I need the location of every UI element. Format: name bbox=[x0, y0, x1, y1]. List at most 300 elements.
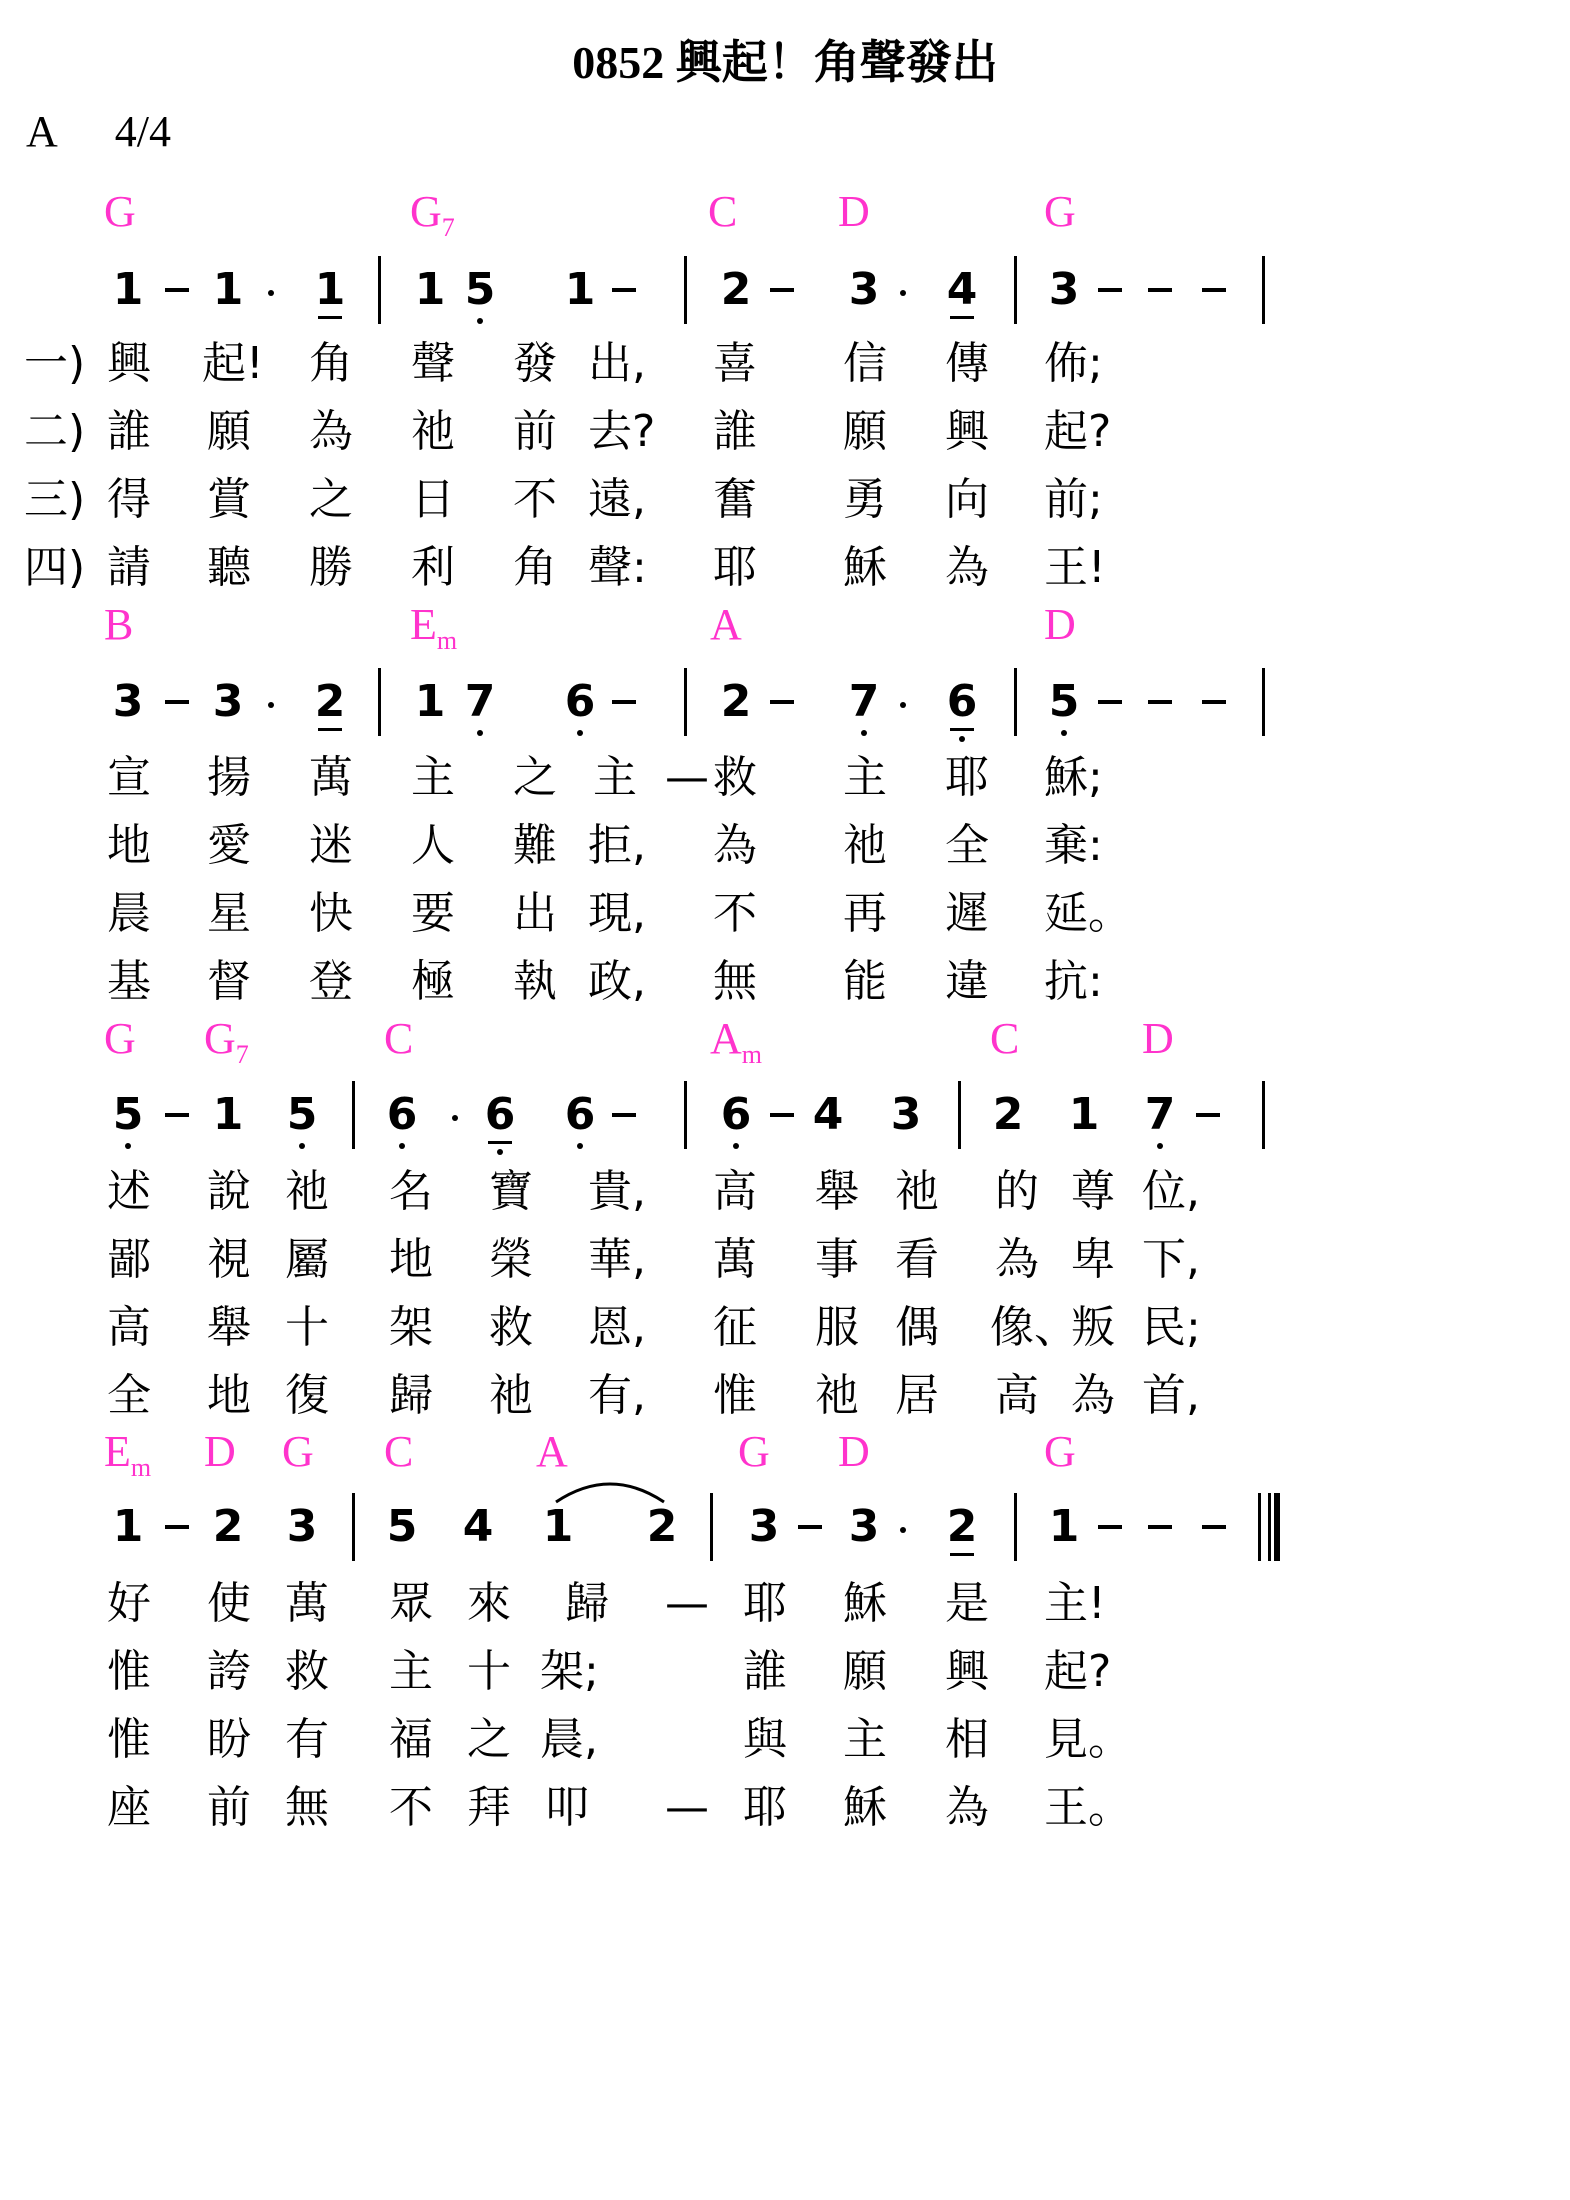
sustain-dash bbox=[1202, 700, 1226, 704]
chord-symbol bbox=[104, 600, 134, 649]
lyric-char: 穌 bbox=[843, 1578, 887, 1629]
lyric-char: 耶 bbox=[743, 1782, 787, 1833]
note-digit: 6 bbox=[484, 1089, 516, 1140]
lyric-char: 發 bbox=[513, 338, 557, 389]
chord-root: C bbox=[384, 1014, 414, 1063]
lyric-char: 相 bbox=[945, 1714, 989, 1765]
chord-root: A bbox=[710, 1014, 742, 1063]
key-time-signature bbox=[26, 106, 217, 157]
sustain-dash bbox=[165, 1525, 189, 1529]
note-digit: 1 bbox=[212, 1089, 244, 1140]
chord-symbol bbox=[536, 1427, 568, 1476]
lyric-char: 迷 bbox=[309, 820, 353, 871]
lyric-char: 興 bbox=[107, 338, 151, 389]
chord-root: C bbox=[384, 1427, 414, 1476]
lyric-char: 全 bbox=[107, 1370, 151, 1421]
lyric-char: 誰 bbox=[107, 406, 151, 457]
lyric-char: 穌 bbox=[843, 542, 887, 593]
chord-symbol bbox=[710, 1014, 763, 1069]
note-digit: 1 bbox=[414, 264, 446, 315]
lyric-char: 難 bbox=[513, 820, 557, 871]
time-signature: 4/4 bbox=[114, 107, 172, 156]
note-digit: 1 bbox=[314, 264, 346, 315]
chord-suffix: m bbox=[130, 1453, 152, 1482]
chord-root: A bbox=[536, 1427, 568, 1476]
lyric-char: 信 bbox=[843, 338, 887, 389]
lyric-char: 寶 bbox=[489, 1166, 533, 1217]
lyric-char: 恩, bbox=[588, 1302, 646, 1353]
tie-arc bbox=[550, 1474, 670, 1504]
lyric-char: 華, bbox=[588, 1234, 646, 1285]
lyric-char: 延。 bbox=[1044, 888, 1132, 939]
chord-symbol bbox=[410, 600, 458, 655]
lyric-char: 有, bbox=[588, 1370, 646, 1421]
note-digit: 4 bbox=[812, 1089, 844, 1140]
note-digit: 7 bbox=[1144, 1089, 1176, 1140]
chord-root: G bbox=[282, 1427, 314, 1476]
chord-root: G bbox=[738, 1427, 770, 1476]
lyric-char: 地 bbox=[389, 1234, 433, 1285]
low-octave-dot bbox=[959, 736, 965, 742]
verse-number: 三) bbox=[24, 474, 86, 525]
chord-symbol bbox=[708, 187, 738, 236]
lyric-char: 興 bbox=[945, 1646, 989, 1697]
lyric-char: 偶 bbox=[895, 1302, 939, 1353]
chord-symbol bbox=[1044, 187, 1076, 236]
note-digit: 7 bbox=[848, 676, 880, 727]
lyric-char: 抗: bbox=[1044, 956, 1103, 1007]
low-octave-dot bbox=[125, 1143, 131, 1149]
lyric-char: 歸 bbox=[389, 1370, 433, 1421]
bar-line bbox=[684, 1081, 687, 1149]
sustain-dash bbox=[165, 700, 189, 704]
note-digit: 2 bbox=[720, 264, 752, 315]
sustain-dash bbox=[1202, 288, 1226, 292]
sustain-dash bbox=[612, 1113, 636, 1117]
lyric-char: 起? bbox=[1044, 1646, 1112, 1697]
chord-symbol bbox=[104, 1427, 152, 1482]
note-digit: 6 bbox=[564, 676, 596, 727]
lyric-char: 惟 bbox=[107, 1646, 151, 1697]
lyric-char: 前 bbox=[207, 1782, 251, 1833]
lyric-char: 為 bbox=[945, 542, 989, 593]
lyric-char: 耶 bbox=[945, 752, 989, 803]
lyric-char: 救 bbox=[285, 1646, 329, 1697]
eighth-underline bbox=[318, 728, 342, 731]
lyric-char: 王! bbox=[1044, 542, 1106, 593]
chord-symbol bbox=[410, 187, 455, 242]
low-octave-dot bbox=[577, 1143, 583, 1149]
lyric-char: 聲 bbox=[411, 338, 455, 389]
lyric-char: 晨 bbox=[107, 888, 151, 939]
lyric-char: 前; bbox=[1044, 474, 1103, 525]
lyric-char: 居 bbox=[895, 1370, 939, 1421]
lyric-char: 遠, bbox=[588, 474, 646, 525]
chord-root: G bbox=[104, 187, 136, 236]
lyric-char: 違 bbox=[945, 956, 989, 1007]
lyric-char: 起! bbox=[202, 338, 264, 389]
lyric-char: 賞 bbox=[207, 474, 251, 525]
lyric-char: 說 bbox=[207, 1166, 251, 1217]
lyric-char: 述 bbox=[107, 1166, 151, 1217]
bar-line bbox=[958, 1081, 961, 1149]
lyric-char: 鄙 bbox=[107, 1234, 151, 1285]
note-digit: 2 bbox=[720, 676, 752, 727]
lyric-char: 現, bbox=[588, 888, 646, 939]
chord-symbol bbox=[1142, 1014, 1174, 1063]
chord-root: G bbox=[104, 1014, 136, 1063]
chord-symbol bbox=[838, 1427, 870, 1476]
lyric-char: 星 bbox=[207, 888, 251, 939]
lyric-char: 出, bbox=[588, 338, 646, 389]
lyric-char: 誰 bbox=[743, 1646, 787, 1697]
lyric-char: 主! bbox=[1044, 1578, 1106, 1629]
lyric-char: 屬 bbox=[285, 1234, 329, 1285]
chord-root: D bbox=[838, 1427, 870, 1476]
lyric-char: 見。 bbox=[1044, 1714, 1132, 1765]
lyric-char: 喜 bbox=[713, 338, 757, 389]
chord-symbol bbox=[104, 1014, 136, 1063]
sustain-dash bbox=[770, 700, 794, 704]
sustain-dash bbox=[165, 1113, 189, 1117]
chord-root: A bbox=[710, 600, 742, 649]
lyric-char: 祂 bbox=[489, 1370, 533, 1421]
lyric-char: 為 bbox=[713, 820, 757, 871]
note-digit: 6 bbox=[564, 1089, 596, 1140]
lyric-char: 主 bbox=[411, 752, 455, 803]
lyric-char: 願 bbox=[207, 406, 251, 457]
lyric-char: 主 bbox=[593, 752, 637, 803]
lyric-char: 奮 bbox=[713, 474, 757, 525]
chord-symbol bbox=[1044, 1427, 1076, 1476]
chord-suffix: 7 bbox=[441, 213, 455, 242]
lyric-char: 之 bbox=[309, 474, 353, 525]
chord-root: C bbox=[708, 187, 738, 236]
sustain-dash bbox=[612, 288, 636, 292]
chord-symbol bbox=[1044, 600, 1076, 649]
lyric-char: 佈; bbox=[1044, 338, 1103, 389]
lyric-char: 下, bbox=[1142, 1234, 1200, 1285]
lyric-char: 復 bbox=[285, 1370, 329, 1421]
lyric-char: 基 bbox=[107, 956, 151, 1007]
bar-line bbox=[684, 668, 687, 736]
lyric-char: 為 bbox=[995, 1234, 1039, 1285]
chord-suffix: m bbox=[741, 1040, 763, 1069]
lyric-char: 十 bbox=[467, 1646, 511, 1697]
lyric-char: 之 bbox=[513, 752, 557, 803]
bar-line bbox=[1014, 668, 1017, 736]
lyric-char: 名 bbox=[389, 1166, 433, 1217]
lyric-char: 去? bbox=[588, 406, 656, 457]
chord-root: G bbox=[410, 187, 442, 236]
sustain-dash bbox=[165, 288, 189, 292]
lyric-char: 不 bbox=[713, 888, 757, 939]
lyric-char: 耶 bbox=[743, 1578, 787, 1629]
lyric-char: 征 bbox=[713, 1302, 757, 1353]
lyric-char: 不 bbox=[389, 1782, 433, 1833]
bar-line bbox=[1014, 1493, 1017, 1561]
sustain-dash bbox=[1148, 288, 1172, 292]
lyric-char: 不 bbox=[513, 474, 557, 525]
final-bar-line bbox=[1274, 1493, 1280, 1561]
bar-line bbox=[1268, 1493, 1271, 1561]
lyric-char: 向 bbox=[945, 474, 989, 525]
lyric-char: 視 bbox=[207, 1234, 251, 1285]
lyric-char: 請 bbox=[107, 542, 151, 593]
note-digit: 5 bbox=[286, 1089, 318, 1140]
lyric-char: 角 bbox=[309, 338, 353, 389]
lyric-char: 起? bbox=[1044, 406, 1112, 457]
lyric-char: 地 bbox=[207, 1370, 251, 1421]
lyric-char: 歸 bbox=[565, 1578, 609, 1629]
chord-root: D bbox=[1142, 1014, 1174, 1063]
chord-root: D bbox=[838, 187, 870, 236]
lyric-char: 首, bbox=[1142, 1370, 1200, 1421]
verse-number: 二) bbox=[24, 406, 86, 457]
note-digit: 2 bbox=[946, 1501, 978, 1552]
chord-symbol bbox=[384, 1014, 414, 1063]
note-digit: 1 bbox=[564, 264, 596, 315]
note-digit: 5 bbox=[386, 1501, 418, 1552]
lyric-char: 極 bbox=[411, 956, 455, 1007]
lyric-char: 遲 bbox=[945, 888, 989, 939]
note-digit: 5 bbox=[464, 264, 496, 315]
note-digit: 1 bbox=[542, 1501, 574, 1552]
bar-line bbox=[352, 1081, 355, 1149]
bar-line bbox=[1262, 668, 1265, 736]
dotted-rhythm bbox=[268, 290, 274, 296]
lyric-char: 舉 bbox=[207, 1302, 251, 1353]
sustain-dash bbox=[770, 288, 794, 292]
sustain-dash bbox=[1098, 1525, 1122, 1529]
lyric-char: 叛 bbox=[1071, 1302, 1115, 1353]
lyric-char: 執 bbox=[513, 956, 557, 1007]
lyric-char: 救 bbox=[489, 1302, 533, 1353]
lyric-char: 卑 bbox=[1071, 1234, 1115, 1285]
lyric-char: 拒, bbox=[588, 820, 646, 871]
bar-line bbox=[378, 256, 381, 324]
lyric-char: 有 bbox=[285, 1714, 329, 1765]
low-octave-dot bbox=[733, 1143, 739, 1149]
sustain-dash bbox=[1196, 1113, 1220, 1117]
lyric-char: 萬 bbox=[285, 1578, 329, 1629]
lyric-char: 出 bbox=[513, 888, 557, 939]
dotted-rhythm bbox=[900, 702, 906, 708]
lyric-char: 救 bbox=[713, 752, 757, 803]
lyric-char: 榮 bbox=[489, 1234, 533, 1285]
lyric-char: 萬 bbox=[713, 1234, 757, 1285]
lyric-char: 晨, bbox=[540, 1714, 598, 1765]
lyric-char: 位, bbox=[1142, 1166, 1200, 1217]
lyric-char: 王。 bbox=[1044, 1782, 1132, 1833]
lyric-char: 高 bbox=[995, 1370, 1039, 1421]
chord-root: G bbox=[1044, 1427, 1076, 1476]
note-digit: 1 bbox=[1068, 1089, 1100, 1140]
bar-line bbox=[1014, 256, 1017, 324]
lyric-char: 主 bbox=[843, 1714, 887, 1765]
note-digit: 2 bbox=[314, 676, 346, 727]
lyric-char: 祂 bbox=[895, 1166, 939, 1217]
lyric-char: 看 bbox=[895, 1234, 939, 1285]
chord-symbol bbox=[384, 1427, 414, 1476]
low-octave-dot bbox=[497, 1149, 503, 1155]
chord-symbol bbox=[204, 1427, 236, 1476]
lyric-char: 貴, bbox=[588, 1166, 646, 1217]
lyric-char: 惟 bbox=[107, 1714, 151, 1765]
bar-line bbox=[1258, 1493, 1261, 1561]
note-digit: 1 bbox=[1048, 1501, 1080, 1552]
lyric-char: 聽 bbox=[207, 542, 251, 593]
lyric-char: 民; bbox=[1142, 1302, 1201, 1353]
lyric-char: 棄: bbox=[1044, 820, 1103, 871]
note-digit: 3 bbox=[848, 264, 880, 315]
chord-symbol bbox=[738, 1427, 770, 1476]
lyric-char: 服 bbox=[815, 1302, 859, 1353]
lyric-char: 日 bbox=[411, 474, 455, 525]
chord-root: G bbox=[1044, 187, 1076, 236]
note-digit: 6 bbox=[720, 1089, 752, 1140]
lyric-char: 誇 bbox=[207, 1646, 251, 1697]
chord-root: D bbox=[1044, 600, 1076, 649]
note-digit: 6 bbox=[386, 1089, 418, 1140]
lyric-char: 之 bbox=[467, 1714, 511, 1765]
low-octave-dot bbox=[861, 730, 867, 736]
lyric-char: 興 bbox=[945, 406, 989, 457]
dotted-rhythm bbox=[452, 1115, 458, 1121]
lyric-char: 座 bbox=[107, 1782, 151, 1833]
lyric-char: — bbox=[665, 1578, 709, 1629]
chord-root: E bbox=[410, 600, 437, 649]
chord-symbol bbox=[838, 187, 870, 236]
note-digit: 3 bbox=[748, 1501, 780, 1552]
lyric-char: 地 bbox=[107, 820, 151, 871]
lyric-char: 要 bbox=[411, 888, 455, 939]
chord-symbol bbox=[104, 187, 136, 236]
lyric-char: 的 bbox=[995, 1166, 1039, 1217]
lyric-char: 萬 bbox=[309, 752, 353, 803]
bar-line bbox=[710, 1493, 713, 1561]
eighth-underline bbox=[950, 728, 974, 731]
lyric-char: 督 bbox=[207, 956, 251, 1007]
lyric-char: 來 bbox=[467, 1578, 511, 1629]
lyric-char: 耶 bbox=[713, 542, 757, 593]
lyric-char: 舉 bbox=[815, 1166, 859, 1217]
bar-line bbox=[1262, 256, 1265, 324]
lyric-char: 祂 bbox=[843, 820, 887, 871]
lyric-char: 為 bbox=[1071, 1370, 1115, 1421]
lyric-char: 無 bbox=[713, 956, 757, 1007]
lyric-char: 勇 bbox=[843, 474, 887, 525]
note-digit: 1 bbox=[112, 264, 144, 315]
lyric-char: 使 bbox=[207, 1578, 251, 1629]
lyric-char: 盼 bbox=[207, 1714, 251, 1765]
note-digit: 3 bbox=[212, 676, 244, 727]
note-digit: 3 bbox=[848, 1501, 880, 1552]
lyric-char: 架 bbox=[389, 1302, 433, 1353]
chord-symbol bbox=[990, 1014, 1020, 1063]
lyric-char: 祂 bbox=[815, 1370, 859, 1421]
note-digit: 1 bbox=[414, 676, 446, 727]
note-digit: 3 bbox=[890, 1089, 922, 1140]
note-digit: 2 bbox=[646, 1501, 678, 1552]
eighth-underline bbox=[318, 316, 342, 319]
lyric-char: 全 bbox=[945, 820, 989, 871]
lyric-char: 勝 bbox=[309, 542, 353, 593]
lyric-char: 傳 bbox=[945, 338, 989, 389]
lyric-char: 愛 bbox=[207, 820, 251, 871]
lyric-char: 主 bbox=[843, 752, 887, 803]
lyric-char: 登 bbox=[309, 956, 353, 1007]
dotted-rhythm bbox=[900, 290, 906, 296]
key-signature: A bbox=[26, 107, 58, 156]
chord-root: B bbox=[104, 600, 134, 649]
lyric-char: — bbox=[665, 752, 709, 803]
lyric-char: 能 bbox=[843, 956, 887, 1007]
lyric-char: 十 bbox=[285, 1302, 329, 1353]
lyric-char: 高 bbox=[107, 1302, 151, 1353]
note-digit: 3 bbox=[286, 1501, 318, 1552]
lyric-char: 政, bbox=[588, 956, 646, 1007]
lyric-char: 無 bbox=[285, 1782, 329, 1833]
eighth-underline bbox=[950, 1553, 974, 1556]
bar-line bbox=[378, 668, 381, 736]
lyric-char: 祂 bbox=[411, 406, 455, 457]
sustain-dash bbox=[770, 1113, 794, 1117]
lyric-char: 眾 bbox=[389, 1578, 433, 1629]
note-digit: 2 bbox=[212, 1501, 244, 1552]
chord-symbol bbox=[204, 1014, 249, 1069]
note-digit: 2 bbox=[992, 1089, 1024, 1140]
note-digit: 7 bbox=[464, 676, 496, 727]
lyric-char: 與 bbox=[743, 1714, 787, 1765]
lyric-char: 快 bbox=[309, 888, 353, 939]
hymn-title: 0852 興起！角聲發出 bbox=[572, 37, 998, 88]
bar-line bbox=[1262, 1081, 1265, 1149]
chord-suffix: 7 bbox=[235, 1040, 249, 1069]
low-octave-dot bbox=[399, 1143, 405, 1149]
lyric-char: 利 bbox=[411, 542, 455, 593]
eighth-underline bbox=[488, 1141, 512, 1144]
sustain-dash bbox=[1098, 700, 1122, 704]
verse-number: 四) bbox=[24, 542, 86, 593]
lyric-char: 人 bbox=[411, 820, 455, 871]
sustain-dash bbox=[1148, 1525, 1172, 1529]
dotted-rhythm bbox=[900, 1527, 906, 1533]
lyric-char: 架; bbox=[540, 1646, 599, 1697]
lyric-char: 是 bbox=[945, 1578, 989, 1629]
lyric-char: 願 bbox=[843, 1646, 887, 1697]
lyric-char: 誰 bbox=[713, 406, 757, 457]
dotted-rhythm bbox=[268, 702, 274, 708]
note-digit: 1 bbox=[212, 264, 244, 315]
note-digit: 3 bbox=[112, 676, 144, 727]
lyric-char: 為 bbox=[945, 1782, 989, 1833]
note-digit: 4 bbox=[462, 1501, 494, 1552]
low-octave-dot bbox=[1061, 730, 1067, 736]
chord-root: G bbox=[204, 1014, 236, 1063]
lyric-char: 聲: bbox=[588, 542, 647, 593]
sustain-dash bbox=[1098, 288, 1122, 292]
bar-line bbox=[684, 256, 687, 324]
lyric-char: 事 bbox=[815, 1234, 859, 1285]
chord-root: E bbox=[104, 1427, 131, 1476]
sustain-dash bbox=[1202, 1525, 1226, 1529]
low-octave-dot bbox=[577, 730, 583, 736]
lyric-char: 角 bbox=[513, 542, 557, 593]
lyric-char: 宣 bbox=[107, 752, 151, 803]
lyric-char: 像、 bbox=[990, 1302, 1078, 1353]
note-digit: 4 bbox=[946, 264, 978, 315]
